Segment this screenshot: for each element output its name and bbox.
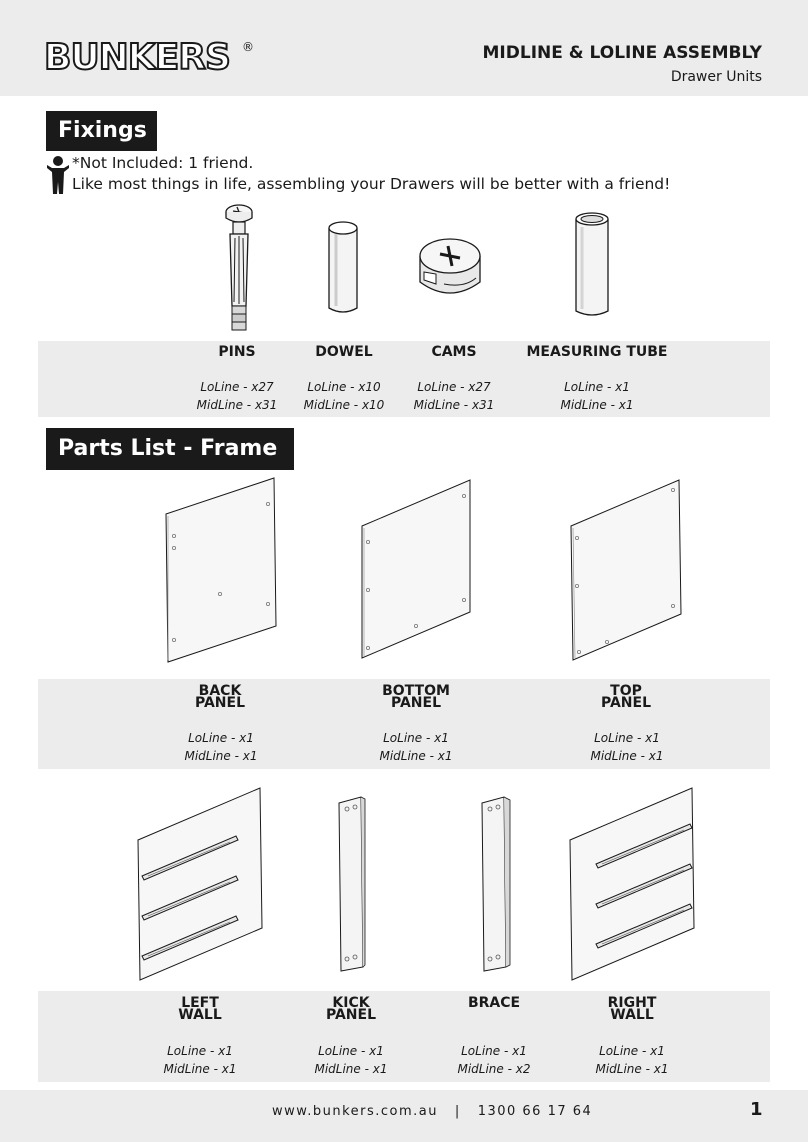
fixing-name: MEASURING TUBE bbox=[526, 344, 668, 360]
brand-name: BUNKERS bbox=[44, 37, 230, 78]
footer-separator: | bbox=[454, 1104, 461, 1119]
fixing-qty: LoLine - x10 MidLine - x10 bbox=[303, 380, 385, 412]
part-qty: LoLine - x1 MidLine - x1 bbox=[314, 1044, 388, 1076]
part-name: BRACE bbox=[467, 995, 521, 1011]
friend-note-line2: Like most things in life, assembling your Drawers will be better with a friend! bbox=[72, 175, 671, 193]
part-qty: LoLine - x1 MidLine - x1 bbox=[590, 731, 664, 763]
cam-illustration bbox=[414, 232, 486, 302]
fixings-section-title: Fixings bbox=[46, 111, 157, 151]
part-qty: LoLine - x1 MidLine - x2 bbox=[457, 1044, 531, 1076]
top-panel-illustration bbox=[567, 476, 687, 664]
part-name: BACK PANEL bbox=[194, 683, 245, 711]
document-title: MIDLINE & LOLINE ASSEMBLY bbox=[482, 43, 762, 63]
brace-illustration bbox=[478, 795, 512, 973]
part-qty: LoLine - x1 MidLine - x1 bbox=[163, 1044, 237, 1076]
fixing-qty: LoLine - x1 MidLine - x1 bbox=[560, 380, 634, 412]
right-wall-illustration bbox=[566, 784, 696, 984]
bottom-panel-illustration bbox=[356, 476, 476, 662]
fixing-name: PINS bbox=[218, 344, 256, 360]
part-name: RIGHT WALL bbox=[607, 995, 657, 1023]
friend-note-line1: *Not Included: 1 friend. bbox=[72, 154, 254, 172]
part-name: LEFT WALL bbox=[178, 995, 222, 1023]
parts-frame-section-title: Parts List - Frame bbox=[46, 428, 294, 470]
measuring-tube-illustration bbox=[572, 211, 612, 319]
back-panel-illustration bbox=[160, 474, 280, 666]
fixing-name: CAMS bbox=[431, 344, 477, 360]
phone-text: 1300 66 17 64 bbox=[477, 1104, 593, 1119]
part-qty: LoLine - x1 MidLine - x1 bbox=[184, 731, 258, 763]
footer-contact bbox=[272, 1104, 592, 1119]
person-icon bbox=[46, 155, 70, 195]
page-number: 1 bbox=[750, 1099, 763, 1120]
registered-mark: ® bbox=[242, 40, 254, 54]
fixing-qty: LoLine - x27 MidLine - x31 bbox=[413, 380, 495, 412]
fixing-name: DOWEL bbox=[315, 344, 373, 360]
part-qty: LoLine - x1 MidLine - x1 bbox=[595, 1044, 669, 1076]
fixing-qty: LoLine - x27 MidLine - x31 bbox=[196, 380, 278, 412]
website-text: www.bunkers.com.au bbox=[272, 1104, 438, 1119]
part-name: BOTTOM PANEL bbox=[382, 683, 450, 711]
dowel-illustration bbox=[326, 220, 360, 316]
left-wall-illustration bbox=[134, 784, 264, 984]
brand-logo bbox=[44, 37, 254, 78]
part-name: TOP PANEL bbox=[600, 683, 651, 711]
kick-panel-illustration bbox=[335, 795, 367, 973]
part-qty: LoLine - x1 MidLine - x1 bbox=[379, 731, 453, 763]
part-name: KICK PANEL bbox=[325, 995, 376, 1023]
pin-illustration bbox=[216, 202, 262, 334]
document-subtitle: Drawer Units bbox=[670, 69, 762, 85]
